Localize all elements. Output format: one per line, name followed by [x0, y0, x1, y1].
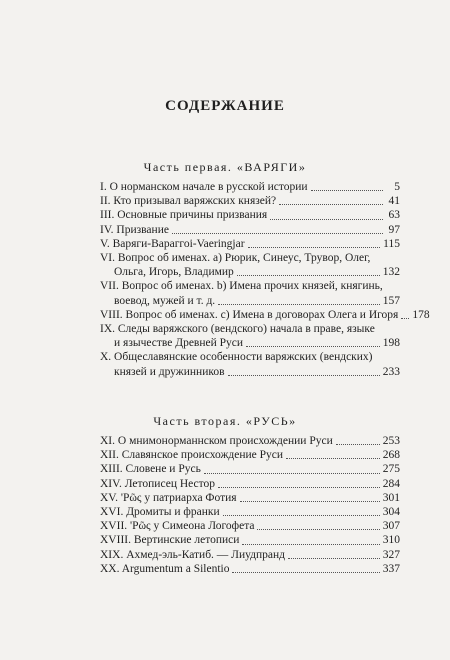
toc-entry-title: V. Варяги-Вараггоі-Vaeringjar: [100, 237, 245, 250]
toc-entry[interactable]: [100, 208, 400, 222]
dot-leader: [336, 443, 380, 445]
toc-entry-title: XIX. Ахмед-эль-Катиб. — Лиудпранд: [100, 548, 286, 561]
toc-entry-title: и язычестве Древней Руси: [114, 337, 244, 350]
dot-leader: [248, 246, 381, 248]
toc-entry-title: XI. О мнимонорманнском происхождении Руси: [100, 435, 333, 447]
toc-entry[interactable]: [100, 562, 400, 576]
toc-entry[interactable]: [100, 448, 400, 462]
toc-entry[interactable]: [100, 322, 400, 350]
dot-leader: [257, 528, 379, 530]
toc-entry-title: XX. Argumentum a Silentio: [100, 562, 230, 575]
toc-page-number: 115: [383, 237, 400, 250]
toc-page-number: 253: [382, 435, 400, 447]
toc-page-number: 198: [382, 337, 400, 350]
toc-entry-title: XIV. Летописец Нестор: [100, 477, 216, 490]
dot-leader: [223, 514, 380, 516]
toc-entry[interactable]: [100, 308, 430, 322]
dot-leader: [240, 500, 380, 502]
toc-page-number: 284: [382, 477, 400, 490]
toc-page-number: 301: [382, 491, 400, 504]
toc-entry-title: IV. Призвание: [100, 223, 169, 236]
toc-entry-title: II. Кто призывал варяжских князей?: [100, 195, 277, 208]
toc-page-number: 63: [388, 209, 400, 222]
toc-entry[interactable]: [100, 462, 400, 476]
toc-page-number: 233: [382, 365, 400, 378]
toc-entry-title: XV. 'Ρῶς у патриарха Фотия: [100, 491, 237, 504]
part2-title: Часть вторая. «РУСЬ»: [153, 414, 297, 428]
toc-page-number: 268: [382, 449, 400, 462]
toc-page-number: 310: [382, 534, 400, 547]
dot-leader: [204, 472, 380, 474]
dot-leader: [172, 232, 383, 234]
dot-leader: [246, 345, 380, 347]
toc-entry[interactable]: [100, 434, 400, 448]
toc-page-number: 5: [394, 181, 400, 193]
toc-entry[interactable]: [100, 350, 400, 378]
toc-entry[interactable]: [100, 477, 400, 491]
dot-leader: [242, 543, 379, 545]
toc-part2: [100, 434, 400, 576]
toc-page-number: 132: [382, 266, 400, 279]
toc-part1: [100, 180, 430, 379]
toc-entry-title: X. Общеславянские особенности варяжских (вендских): [100, 351, 373, 364]
toc-entry[interactable]: [100, 519, 400, 533]
toc-entry[interactable]: [100, 194, 400, 208]
toc-page-number: 275: [382, 463, 400, 476]
toc-entry[interactable]: [100, 223, 400, 237]
toc-entry-title: XVIII. Вертинские летописи: [100, 534, 240, 547]
dot-leader: [401, 317, 409, 319]
toc-page-number: 41: [388, 195, 400, 208]
dot-leader: [279, 203, 383, 205]
dot-leader: [286, 457, 380, 459]
toc-entry[interactable]: [100, 491, 400, 505]
toc-page-number: 157: [382, 294, 400, 307]
toc-entry-title: VII. Вопрос об именах. b) Имена прочих князей, княгинь,: [100, 280, 383, 293]
toc-page-number: 307: [382, 520, 400, 533]
toc-entry-title: князей и дружинников: [114, 365, 225, 378]
toc-entry-title: XVII. 'Ρῶς у Симеона Логофета: [100, 520, 255, 533]
toc-entry[interactable]: [100, 251, 400, 279]
toc-entry[interactable]: [100, 533, 400, 547]
toc-entry-title: I. О норманском начале в русской истории: [100, 181, 308, 193]
dot-leader: [218, 486, 380, 488]
toc-entry[interactable]: [100, 548, 400, 562]
toc-entry[interactable]: [100, 505, 400, 519]
part1-title: Часть первая. «ВАРЯГИ»: [143, 160, 307, 174]
toc-entry-title: XVI. Дромиты и франки: [100, 506, 220, 519]
toc-page-number: 178: [412, 308, 430, 321]
dot-leader: [270, 218, 383, 220]
toc-entry-title: XIII. Словене и Русь: [100, 463, 201, 476]
toc-entry-title: XII. Славянское происхождение Руси: [100, 449, 284, 462]
dot-leader: [311, 189, 383, 191]
toc-entry[interactable]: [100, 279, 400, 307]
dot-leader: [288, 557, 380, 559]
page-title: СОДЕРЖАНИЕ: [165, 98, 285, 114]
toc-page-number: 97: [388, 223, 400, 236]
toc-entry-title: VIII. Вопрос об именах. с) Имена в договорах Олега и Игоря: [100, 308, 399, 321]
dot-leader: [228, 374, 380, 376]
dot-leader: [237, 274, 380, 276]
dot-leader: [218, 303, 380, 305]
toc-page-number: 337: [382, 562, 400, 575]
toc-page-number: 304: [382, 506, 400, 519]
toc-entry-title: III. Основные причины призвания: [100, 209, 268, 222]
dot-leader: [232, 571, 379, 573]
toc-entry-title: VI. Вопрос об именах. a) Рюрик, Синеус, Трувор, Олег,: [100, 252, 371, 265]
toc-entry-title: Ольга, Игорь, Владимир: [114, 266, 234, 279]
toc-entry-title: воевод, мужей и т. д.: [114, 294, 216, 307]
toc-page-number: 327: [382, 548, 400, 561]
toc-entry[interactable]: [100, 237, 400, 251]
toc-entry-title: IX. Следы варяжского (вендского) начала в праве, языке: [100, 323, 375, 336]
toc-entry[interactable]: [100, 180, 400, 194]
